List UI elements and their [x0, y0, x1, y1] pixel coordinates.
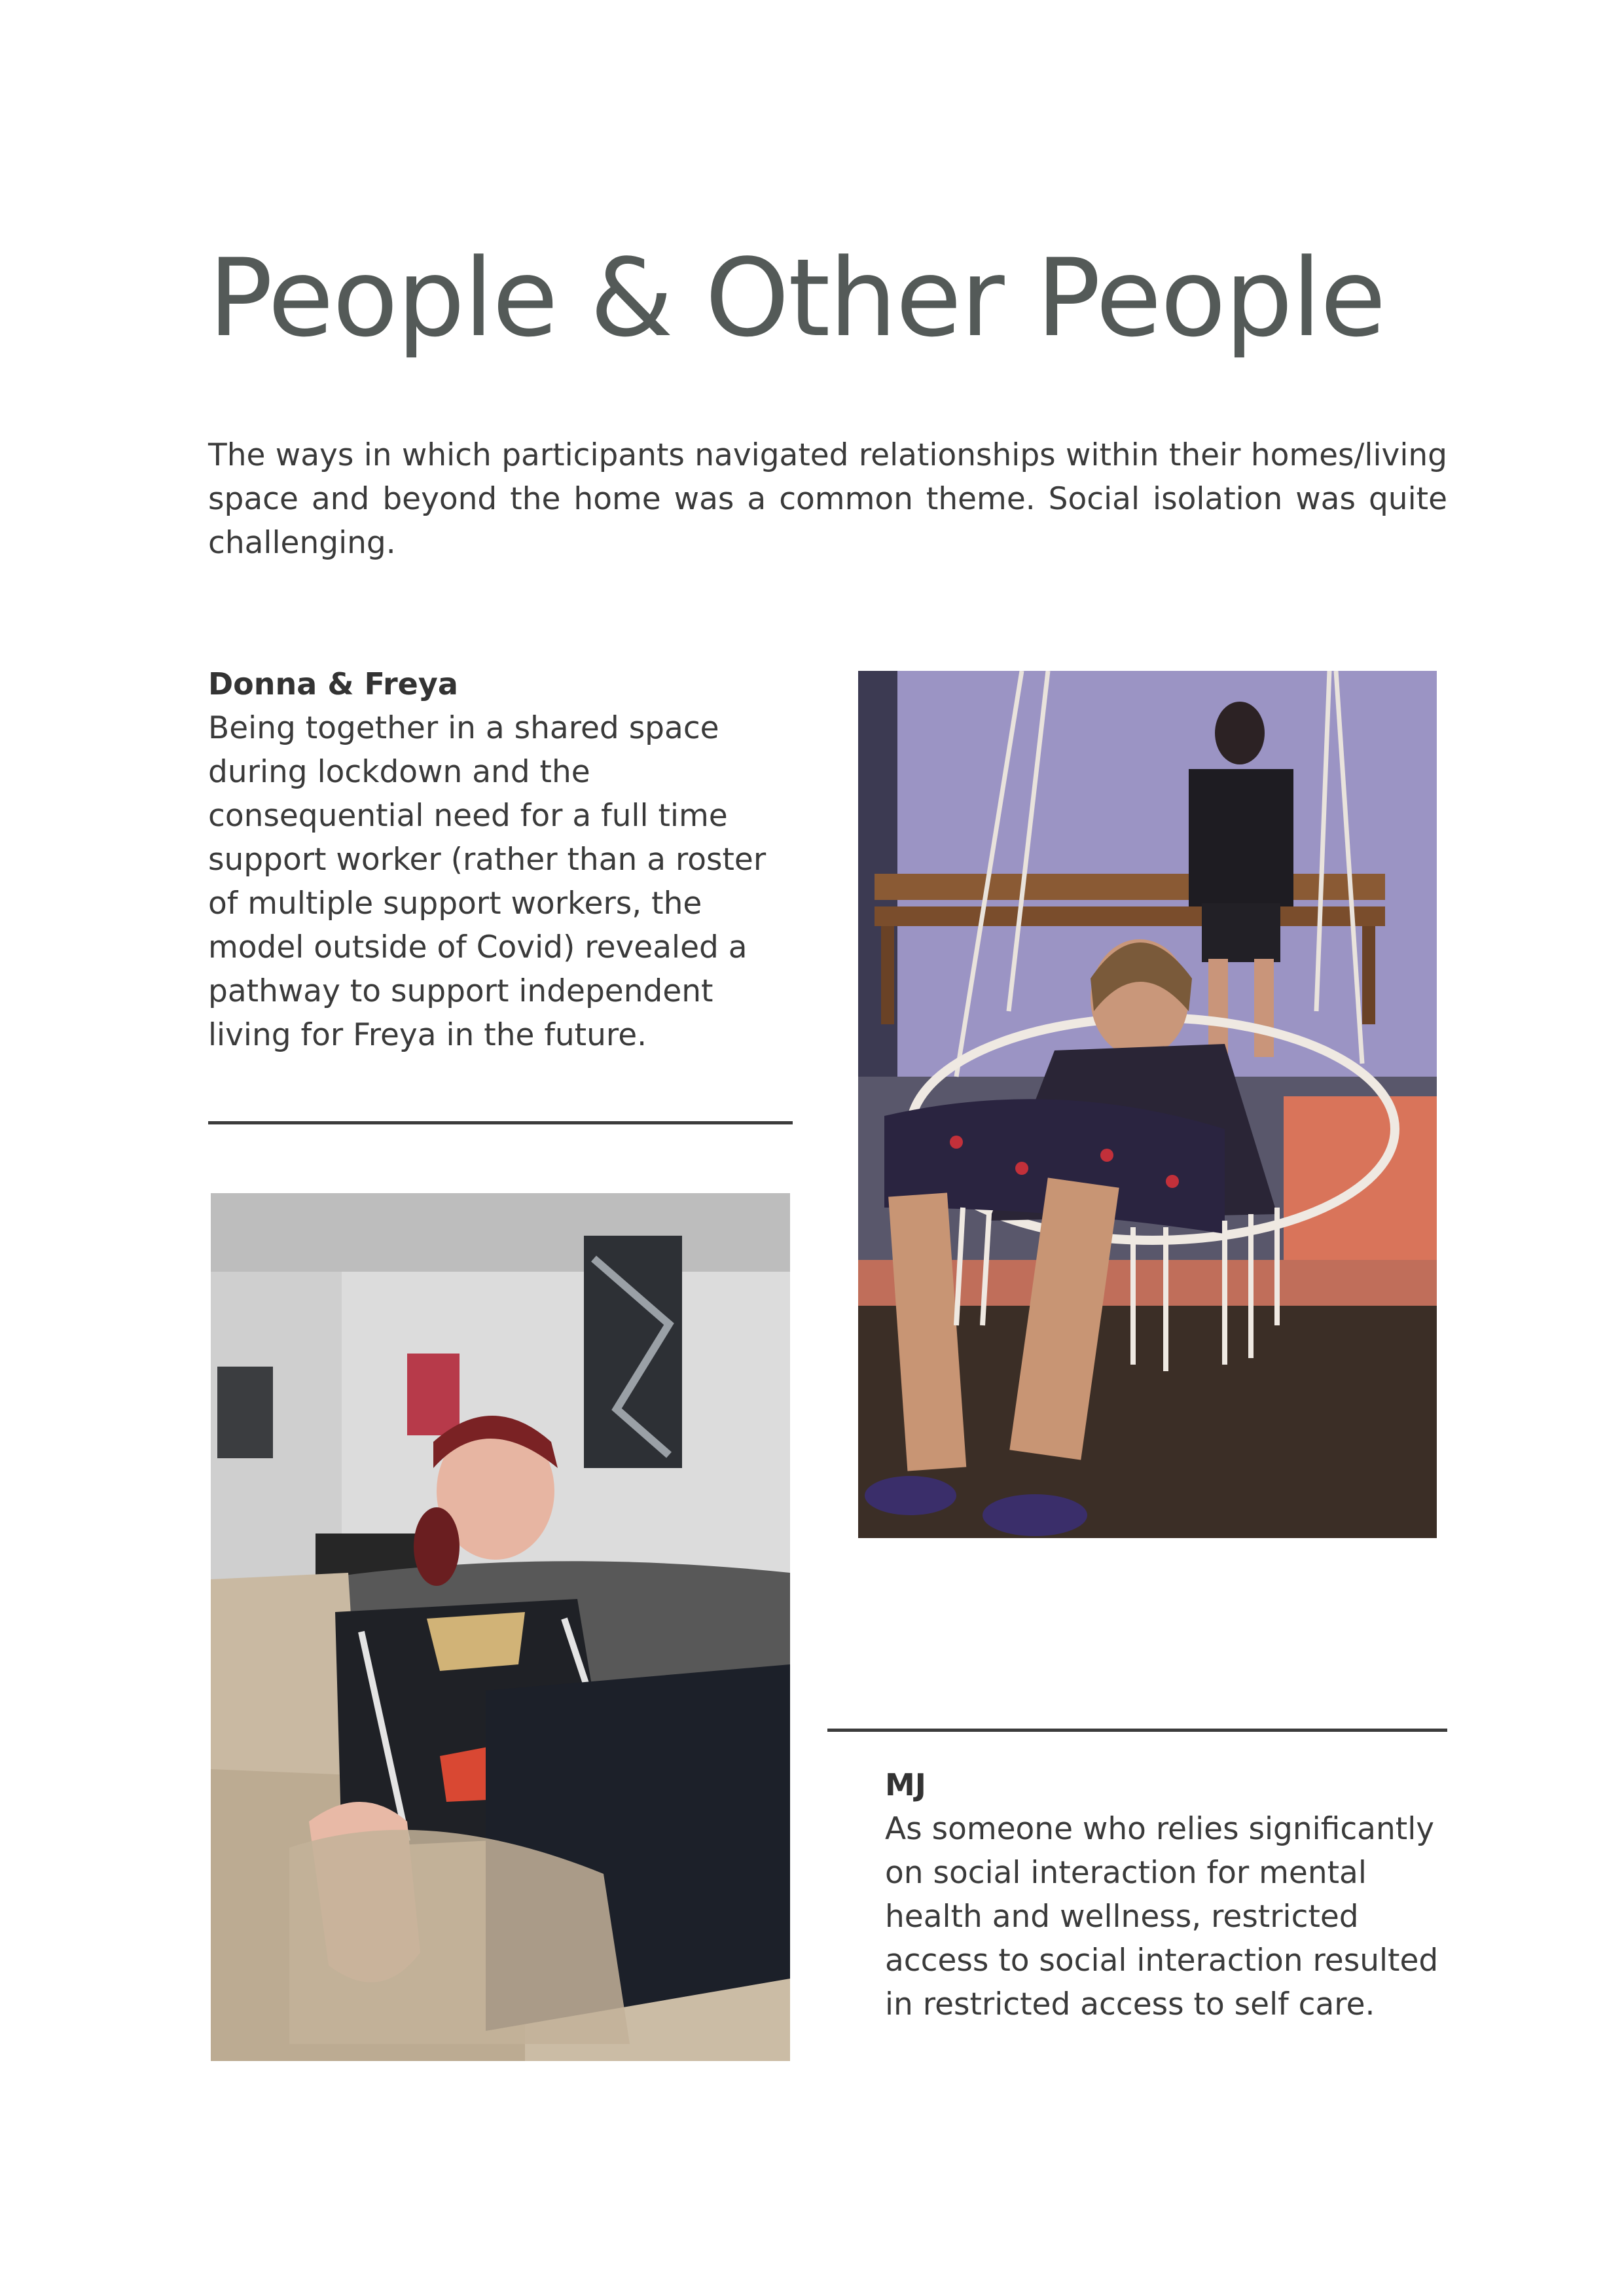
story-text: As someone who relies significantly on social interaction for mental health and wellness, restricted access to social interaction resulted in restricted access to self care. [885, 1811, 1439, 2022]
page-title: People & Other People [208, 236, 1385, 361]
couch-portrait-photo [211, 1193, 790, 2061]
story-donna-freya [208, 662, 797, 1057]
divider [208, 1121, 793, 1124]
intro-paragraph: The ways in which participants navigated relationships within their homes/living space and beyond the home was a common theme. Social isolation was quite challenging. [208, 437, 1447, 561]
story-mj [885, 1763, 1454, 2026]
story-text: Being together in a shared space during lockdown and the consequential need for a full time support worker (rather than a roster of multiple support workers, the model outside of Covid) revealed a pathway to support independent living for Freya in the future. [208, 710, 767, 1053]
story-name: Donna & Freya [208, 666, 458, 702]
swing-chair-photo [858, 671, 1437, 1538]
divider [827, 1729, 1447, 1732]
story-name: MJ [885, 1767, 926, 1803]
